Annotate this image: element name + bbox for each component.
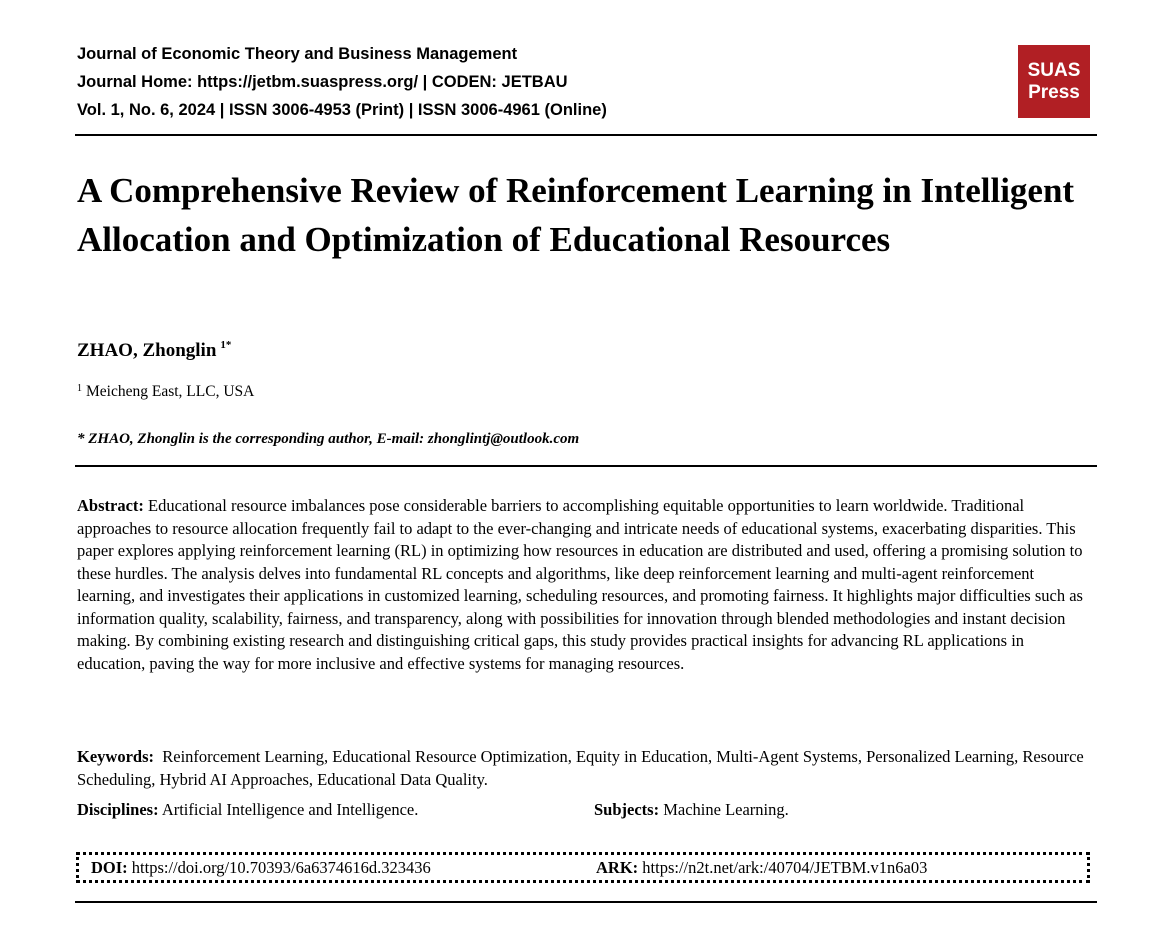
doi-link[interactable]: https://doi.org/10.70393/6a6374616d.323436 xyxy=(131,858,431,877)
author xyxy=(77,339,231,362)
disciplines xyxy=(77,800,418,820)
disciplines-label: Disciplines: xyxy=(77,800,159,819)
subjects-text: Machine Learning. xyxy=(663,800,789,819)
ark-link[interactable]: https://n2t.net/ark:/40704/JETBM.v1n6a03 xyxy=(642,858,928,877)
disciplines-text: Artificial Intelligence and Intelligence. xyxy=(161,800,419,819)
subjects-label: Subjects: xyxy=(594,800,660,819)
ark-label: ARK: xyxy=(596,858,639,877)
journal-name: Journal of Economic Theory and Business Management xyxy=(77,45,518,63)
journal-volume-line: Vol. 1, No. 6, 2024 | ISSN 3006-4953 (Print) | ISSN 3006-4961 (Online) xyxy=(77,101,607,119)
abstract xyxy=(77,495,1087,675)
corresponding-author-note: * ZHAO, Zhonglin is the corresponding author, E-mail: zhonglintj@outlook.com xyxy=(77,431,580,447)
ark xyxy=(596,858,927,878)
doi xyxy=(91,858,431,878)
affiliation xyxy=(77,383,254,401)
author-name: ZHAO, Zhonglin xyxy=(77,340,217,361)
paper-title: A Comprehensive Review of Reinforcement Learning in Intelligent Allocation and Optimization of Educational Resources xyxy=(77,171,1075,259)
keywords xyxy=(77,746,1087,791)
doi-label: DOI: xyxy=(91,858,128,877)
logo-line-1: SUAS xyxy=(1027,59,1081,81)
affiliation-text: Meicheng East, LLC, USA xyxy=(86,383,255,400)
header-divider xyxy=(75,134,1097,136)
journal-home-line[interactable]: Journal Home: https://jetbm.suaspress.org/ | CODEN: JETBAU xyxy=(77,73,568,91)
journal-header xyxy=(77,40,1097,124)
logo-line-2: Press xyxy=(1028,81,1080,103)
subjects xyxy=(594,800,789,820)
author-marks: 1* xyxy=(220,339,232,351)
suas-press-logo xyxy=(1018,45,1090,118)
affiliation-mark: 1 xyxy=(77,383,82,394)
keywords-label: Keywords: xyxy=(77,747,154,766)
abstract-text: Educational resource imbalances pose considerable barriers to accomplishing equitable opportunities to learn worldwide. Traditional approaches to resource allocation frequently fail to adapt to the ever-changing and intricate needs of educational systems, exacerbating disparities. This paper explores applying reinforcement learning (RL) in optimizing how resources in education are distributed and used, offering a promising solution to these hurdles. The analysis delves into fundamental RL concepts and algorithms, like deep reinforcement learning and multi-agent reinforcement learning, and investigates their applications in customized learning, scheduling resources, and promoting fairness. It highlights major difficulties such as information quality, scalability, fairness, and transparency, along with possibilities for innovation through blended methodologies and instant decision making. By combining existing research and distinguishing critical gaps, this study provides practical insights for advancing RL applications in education, paving the way for more inclusive and effective systems for managing resources. xyxy=(77,496,1083,673)
abstract-label: Abstract: xyxy=(77,496,144,515)
identifier-box xyxy=(76,852,1090,883)
footer-divider xyxy=(75,901,1097,903)
keywords-text: Reinforcement Learning, Educational Resource Optimization, Equity in Education, Multi-Agent Systems, Personalized Learning, Resource Scheduling, Hybrid AI Approaches, Educational Data Quality. xyxy=(77,747,1084,789)
author-divider xyxy=(75,465,1097,467)
